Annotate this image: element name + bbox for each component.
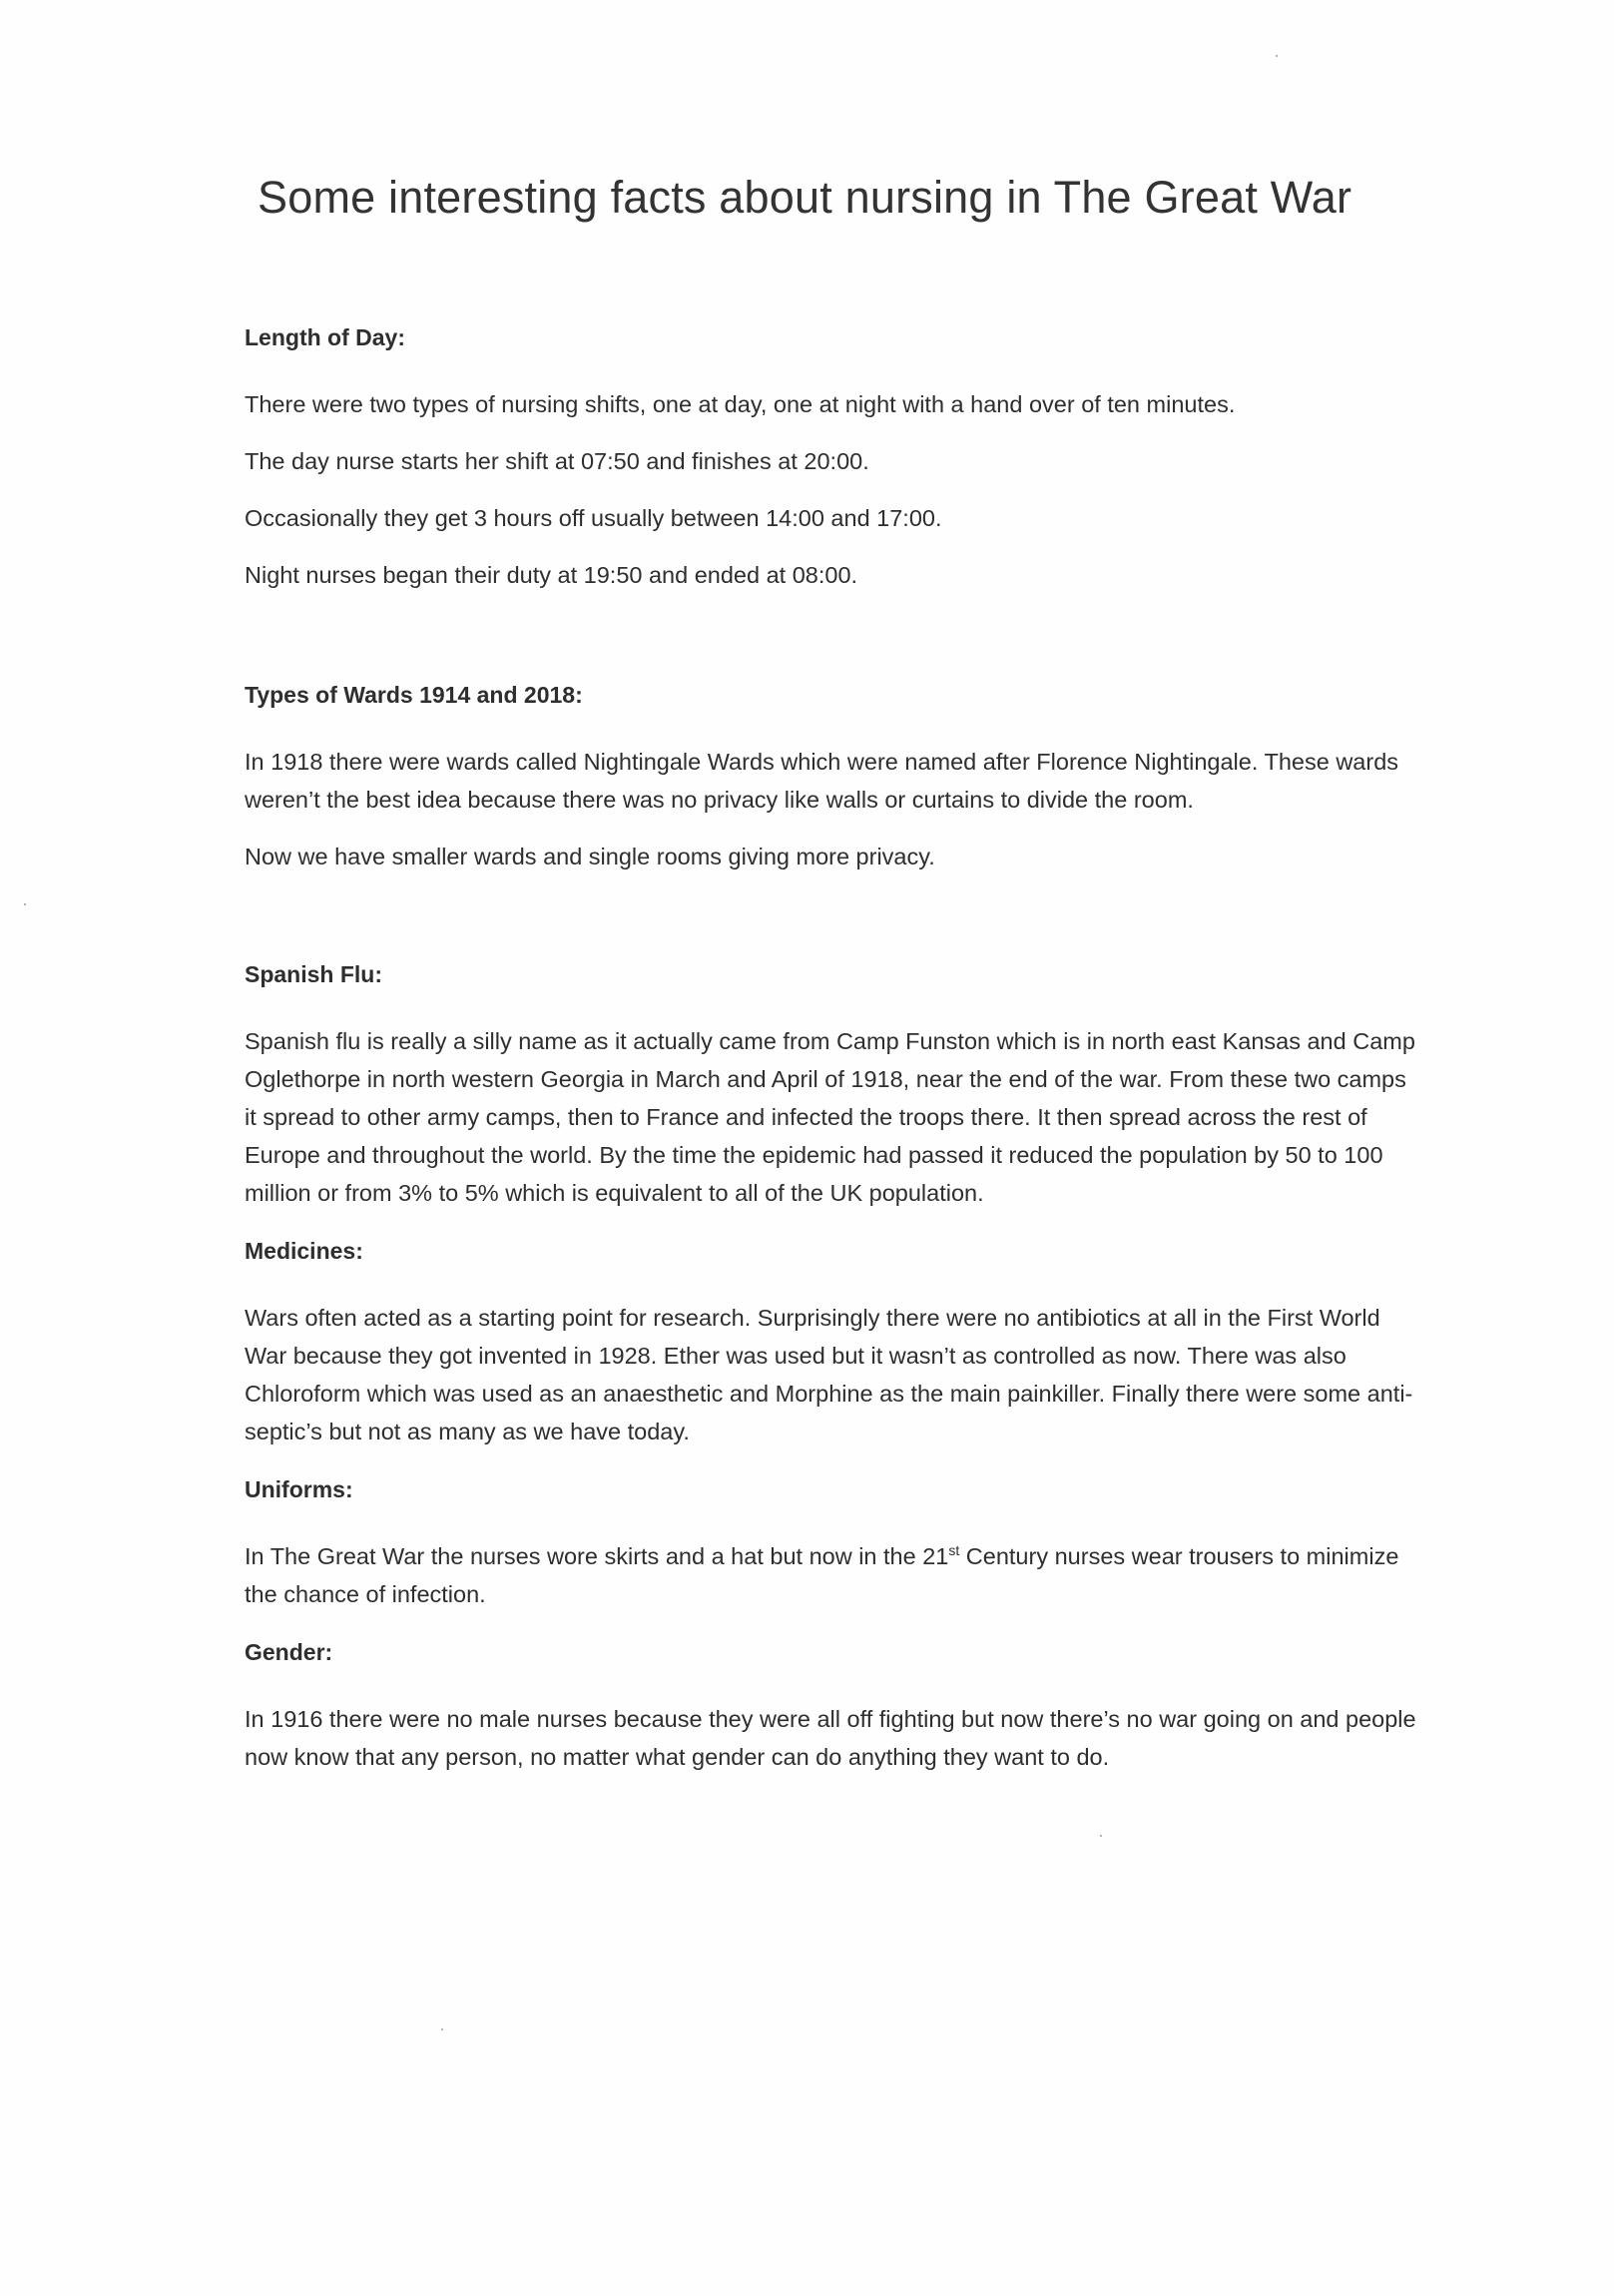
paragraph: Wars often acted as a starting point for research. Surprisingly there were no antibiotics at all in the First World War because they got invented in 1928. Ether was used but it wasn’t as controlled as now. There was also Chloroform which was used as an anaesthetic and Morphine as the main painkiller. Finally there were some anti-septic’s but not as many as we have today. bbox=[245, 1305, 1413, 1444]
section-heading: Medicines: bbox=[245, 1238, 363, 1264]
section-length-of-day bbox=[245, 317, 1422, 594]
section-heading: Gender: bbox=[245, 1639, 333, 1665]
paragraph: Spanish flu is really a silly name as it actually came from Camp Funston which is in north east Kansas and Camp Oglethorpe in north western Georgia in March and April of 1918, near the end of the war. From these two camps it spread to other army camps, then to France and infected the troops there. It then spread across the rest of Europe and throughout the world. By the time the epidemic had passed it reduced the population by 50 to 100 million or from 3% to 5% which is equivalent to all of the UK population. bbox=[245, 1028, 1415, 1206]
ordinal-superscript: st bbox=[948, 1542, 960, 1559]
paragraph: The day nurse starts her shift at 07:50 and finishes at 20:00. bbox=[245, 448, 869, 474]
paragraph: Occasionally they get 3 hours off usually between 14:00 and 17:00. bbox=[245, 505, 942, 531]
section-heading: Types of Wards 1914 and 2018: bbox=[245, 682, 583, 708]
uniform-text-start: In The Great War the nurses wore skirts and a hat but now in the 21 bbox=[245, 1543, 949, 1569]
paragraph: Now we have smaller wards and single rooms giving more privacy. bbox=[245, 844, 935, 869]
section-medicines bbox=[245, 1231, 1422, 1450]
section-spacer bbox=[245, 613, 1422, 675]
paragraph: Night nurses began their duty at 19:50 and ended at 08:00. bbox=[245, 562, 858, 588]
paragraph: There were two types of nursing shifts, one at day, one at night with a hand over of ten minutes. bbox=[245, 391, 1236, 417]
scan-speck bbox=[441, 2028, 443, 2030]
paragraph bbox=[245, 1537, 1422, 1613]
section-heading: Uniforms: bbox=[245, 1476, 353, 1502]
section-spanish-flu bbox=[245, 954, 1422, 1212]
section-heading: Length of Day: bbox=[245, 324, 405, 350]
scan-speck bbox=[24, 903, 26, 905]
paragraph: In 1916 there were no male nurses because they were all off fighting but now there’s no war going on and people now know that any person, no matter what gender can do anything they want to do. bbox=[245, 1706, 1416, 1770]
page-title: Some interesting facts about nursing in The Great War bbox=[258, 172, 1352, 223]
scan-speck bbox=[1276, 55, 1278, 57]
uniform-text-end: Century nurses wear trousers to minimize the chance of infection. bbox=[245, 1543, 1399, 1607]
section-gender bbox=[245, 1632, 1422, 1776]
section-heading: Spanish Flu: bbox=[245, 961, 382, 987]
paragraph: In 1918 there were wards called Nightingale Wards which were named after Florence Nightingale. These wards weren’t the best idea because there was no privacy like walls or curtains to divide the room. bbox=[245, 749, 1399, 813]
section-types-of-wards bbox=[245, 675, 1422, 875]
scan-speck bbox=[1100, 1835, 1102, 1837]
section-spacer bbox=[245, 894, 1422, 954]
document-body bbox=[245, 317, 1422, 1795]
section-uniforms bbox=[245, 1469, 1422, 1613]
